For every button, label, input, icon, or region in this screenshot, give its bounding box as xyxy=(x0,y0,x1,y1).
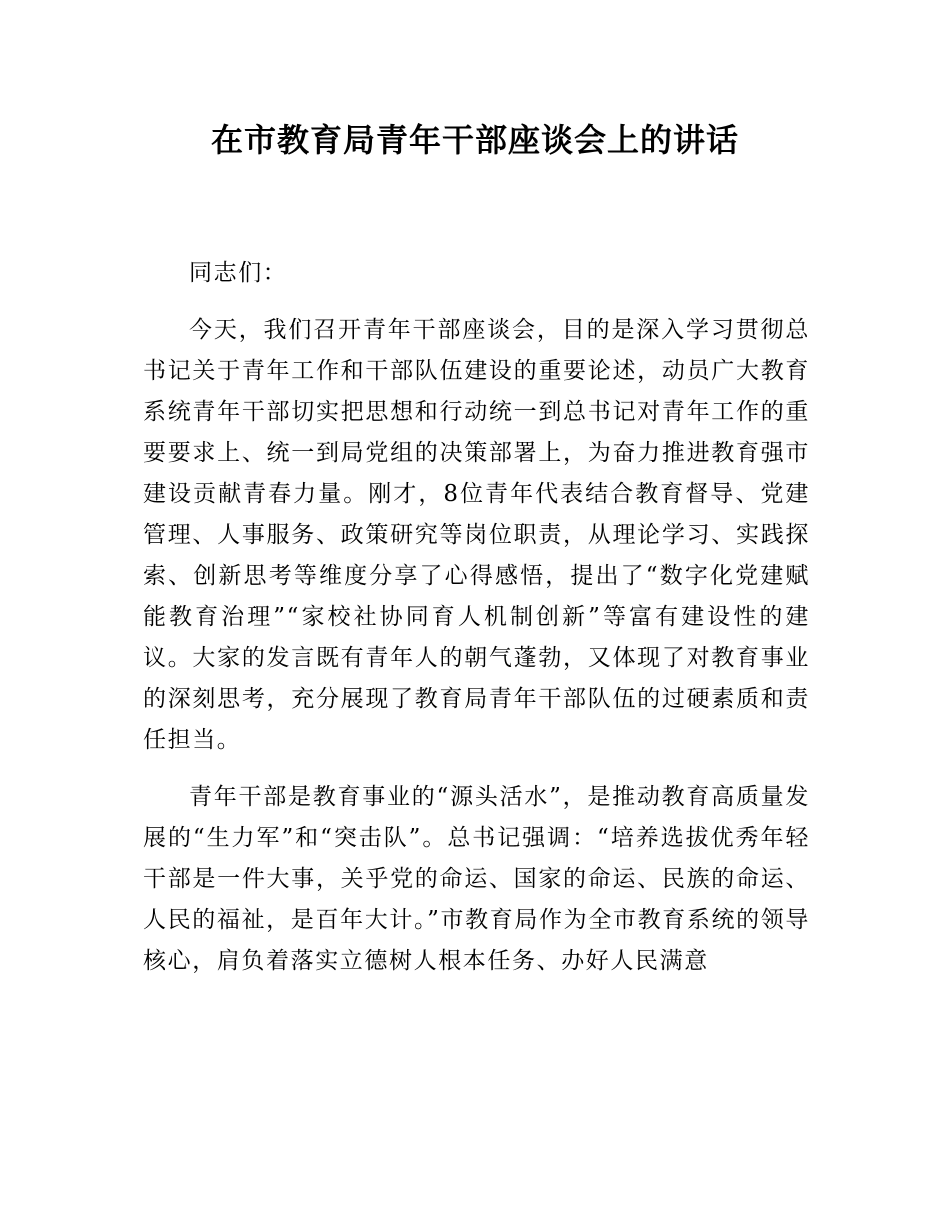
paragraph-1: 今天，我们召开青年干部座谈会，目的是深入学习贯彻总书记关于青年工作和干部队伍建设的重要论述，动员广大教育系统青年干部切实把思想和行动统一到总书记对青年工作的重要要求上、统一到局党组的决策部署上，为奋力推进教育强市建设贡献青春力量。刚才，8位青年代表结合教育督导、党建管理、人事服务、政策研究等岗位职责，从理论学习、实践探索、创新思考等维度分享了心得感悟，提出了“数字化党建赋能教育治理”“家校社协同育人机制创新”等富有建设性的建议。大家的发言既有青年人的朝气蓬勃，又体现了对教育事业的深刻思考，充分展现了教育局青年干部队伍的过硬素质和责任担当。 xyxy=(143,317,810,753)
salutation: 同志们： xyxy=(189,260,288,286)
document-body xyxy=(143,253,810,998)
document-title: 在市教育局青年干部座谈会上的讲话 xyxy=(210,121,739,159)
paragraph-2: 青年干部是教育事业的“源头活水”，是推动教育高质量发展的“生力军”和“突击队”。总书记强调：“培养选拔优秀年轻干部是一件大事，关乎党的命运、国家的命运、民族的命运、人民的福祉，是百年大计。”市教育局作为全市教育系统的领导核心，肩负着落实立德树人根本任务、办好人民满意 xyxy=(143,784,810,974)
